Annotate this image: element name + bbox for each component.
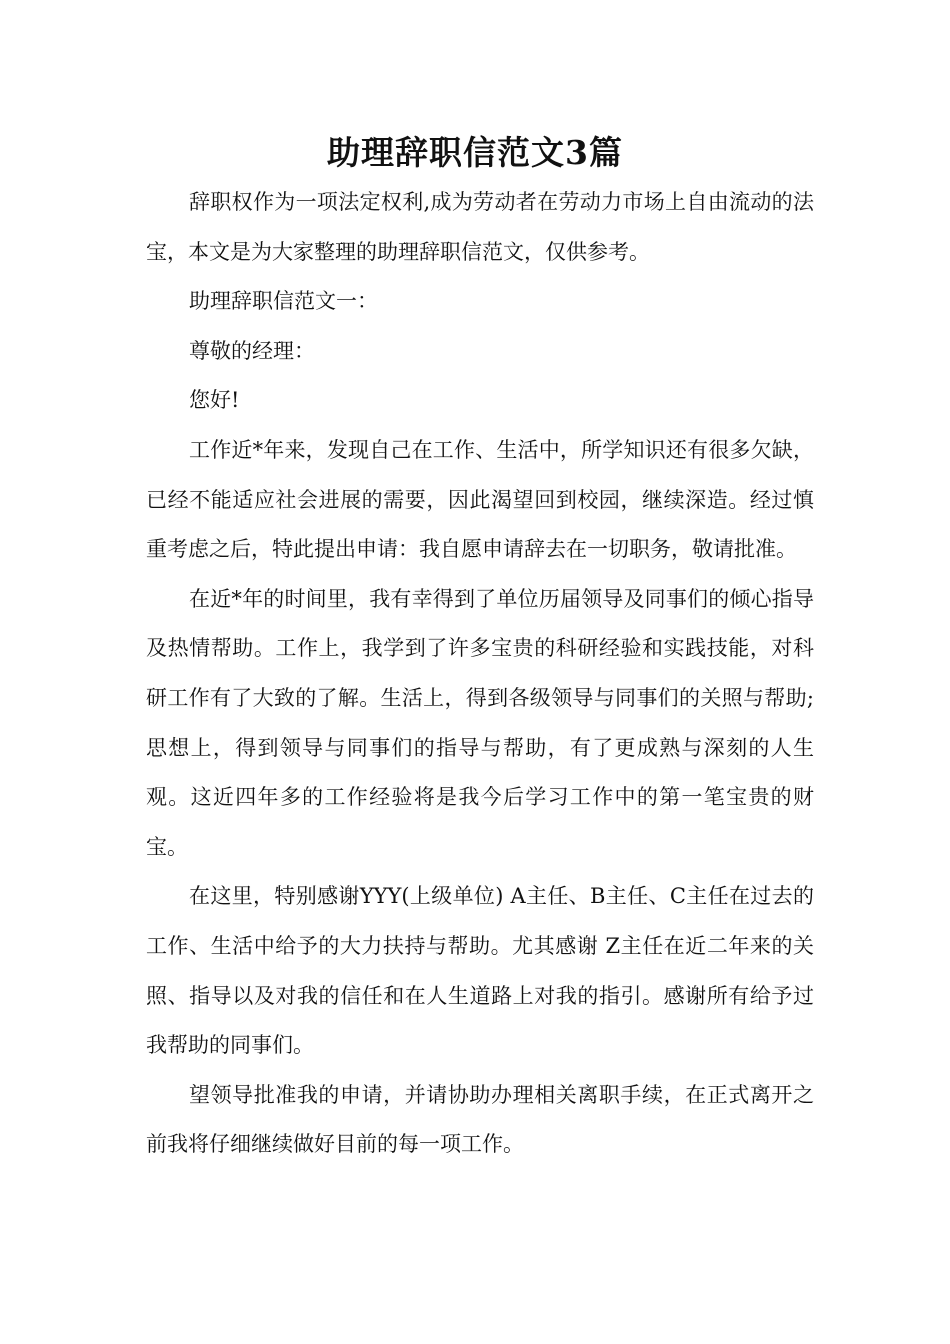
body-paragraph: 望领导批准我的申请，并请协助办理相关离职手续，在正式离开之前我将仔细继续做好目前的每一项工作。: [146, 1082, 814, 1157]
section-heading: 助理辞职信范文一：: [189, 289, 378, 314]
body-paragraph: 在近*年的时间里，我有幸得到了单位历届领导及同事们的倾心指导及热情帮助。工作上，我学到了许多宝贵的科研经验和实践技能，对科研工作有了大致的了解。生活上，得到各级领导与同事们的关照与帮助;思想上，得到领导与同事们的指导与帮助，有了更成熟与深刻的人生观。这近四年多的工作经验将是我今后学习工作中的第一笔宝贵的财宝。: [146, 586, 814, 859]
body-paragraph: 工作近*年来，发现自己在工作、生活中，所学知识还有很多欠缺，已经不能适应社会进展的需要，因此渴望回到校园，继续深造。经过慎重考虑之后，特此提出申请：我自愿申请辞去在一切职务，敬请批准。: [146, 437, 814, 562]
document-title: 助理辞职信范文3篇: [327, 133, 623, 172]
body-paragraph: 在这里，特别感谢YYY(上级单位) A主任、B主任、C主任在过去的工作、生活中给予的大力扶持与帮助。尤其感谢 Z主任在近二年来的关照、指导以及对我的信任和在人生道路上对我的指引。感谢所有给予过我帮助的同事们。: [146, 884, 814, 1058]
document-body: [146, 178, 814, 1170]
salutation: 尊敬的经理：: [189, 338, 315, 363]
intro-paragraph: 辞职权作为一项法定权利,成为劳动者在劳动力市场上自由流动的法宝，本文是为大家整理的助理辞职信范文，仅供参考。: [146, 190, 814, 264]
greeting: 您好!: [189, 388, 240, 413]
